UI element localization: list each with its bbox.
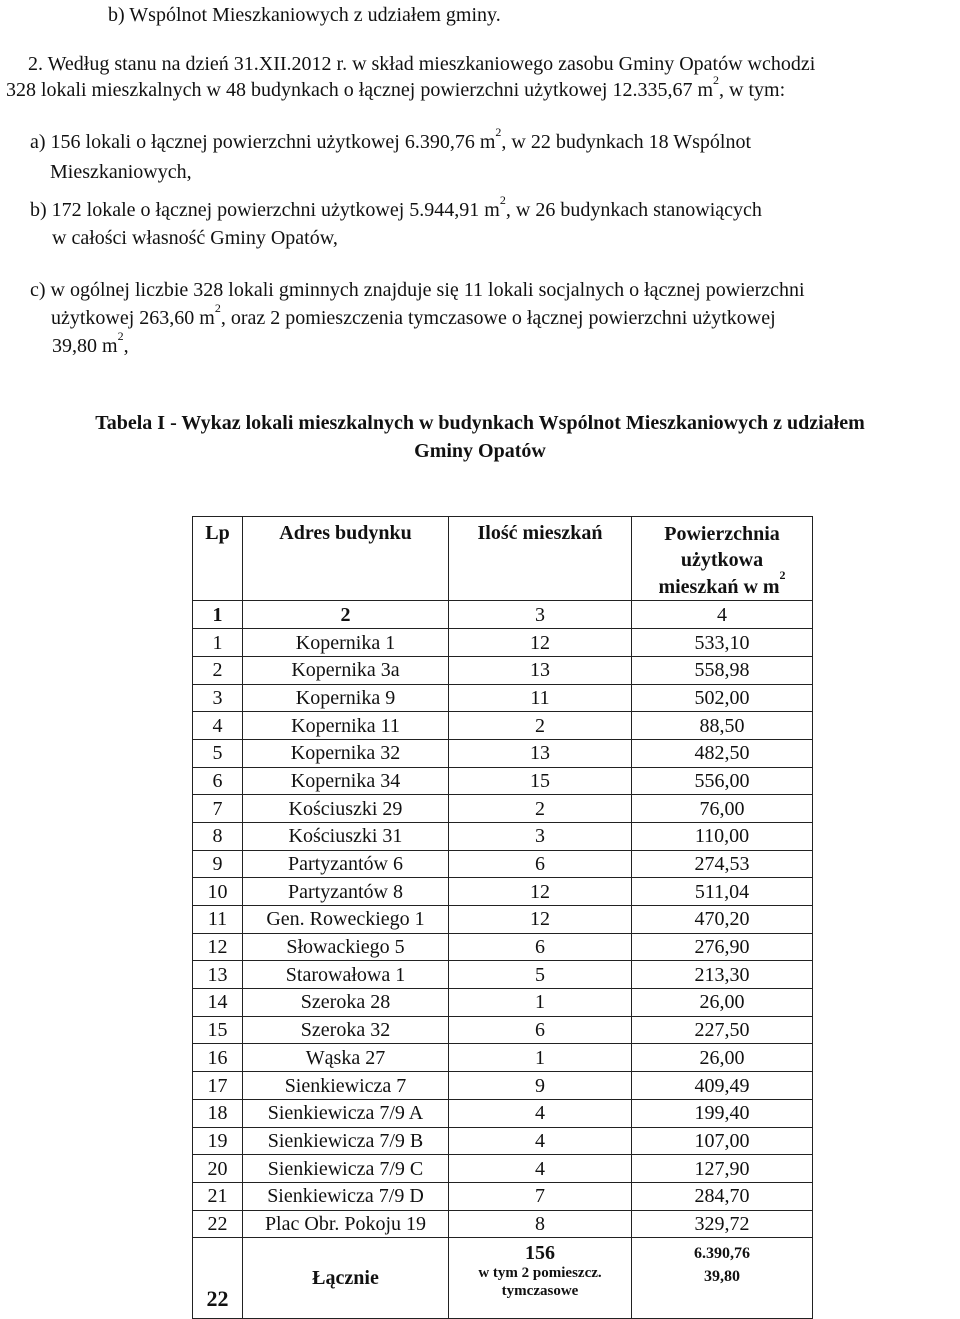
row-lp: 13 xyxy=(193,961,243,989)
row-count: 4 xyxy=(449,1155,632,1183)
table-row xyxy=(193,1210,813,1238)
row-area: 76,00 xyxy=(632,795,813,823)
row-lp: 3 xyxy=(193,684,243,712)
row-count: 4 xyxy=(449,1127,632,1155)
row-area: 26,00 xyxy=(632,1044,813,1072)
row-count: 4 xyxy=(449,1099,632,1127)
item-b-line-1: b) 172 lokale o łącznej powierzchni użytkowej 5.944,91 $m^2$, w 26 budynkach stanowiących xyxy=(30,193,762,221)
row-lp: 20 xyxy=(193,1155,243,1183)
table-row xyxy=(193,822,813,850)
row-area: 213,30 xyxy=(632,961,813,989)
row-area: 127,90 xyxy=(632,1155,813,1183)
table-row xyxy=(193,989,813,1017)
table-row xyxy=(193,906,813,934)
row-lp: 17 xyxy=(193,1072,243,1100)
table-row xyxy=(193,961,813,989)
total-lp: 22 xyxy=(193,1238,243,1319)
table-row xyxy=(193,656,813,684)
column-number: 1 xyxy=(193,601,243,629)
row-area: 26,00 xyxy=(632,989,813,1017)
item-a-line-1: a) 156 lokali o łącznej powierzchni użytkowej 6.390,76 $m^2$, w 22 budynkach 18 Wspólnot xyxy=(30,125,752,153)
row-lp: 10 xyxy=(193,878,243,906)
row-area: 482,50 xyxy=(632,739,813,767)
table-row xyxy=(193,878,813,906)
row-area: 107,00 xyxy=(632,1127,813,1155)
row-lp: 7 xyxy=(193,795,243,823)
row-address: Kościuszki 31 xyxy=(243,822,449,850)
table-row xyxy=(193,1127,813,1155)
row-address: Słowackiego 5 xyxy=(243,933,449,961)
table-row xyxy=(193,712,813,740)
row-lp: 19 xyxy=(193,1127,243,1155)
row-address: Szeroka 32 xyxy=(243,1016,449,1044)
row-address: Szeroka 28 xyxy=(243,989,449,1017)
row-count: 8 xyxy=(449,1210,632,1238)
row-address: Kopernika 32 xyxy=(243,739,449,767)
row-count: 12 xyxy=(449,906,632,934)
row-address: Starowałowa 1 xyxy=(243,961,449,989)
table-row xyxy=(193,933,813,961)
row-address: Kopernika 1 xyxy=(243,629,449,657)
row-area: 227,50 xyxy=(632,1016,813,1044)
row-area: 276,90 xyxy=(632,933,813,961)
row-area: 284,70 xyxy=(632,1182,813,1210)
header-count: Ilość mieszkań xyxy=(449,517,632,601)
row-address: Sienkiewicza 7 xyxy=(243,1072,449,1100)
row-count: 1 xyxy=(449,1044,632,1072)
row-lp: 8 xyxy=(193,822,243,850)
paragraph-2-line-2: 328 lokali mieszkalnych w 48 budynkach o łącznej powierzchni użytkowej 12.335,67 $m^2$, w tym: xyxy=(6,73,786,101)
row-area: 199,40 xyxy=(632,1099,813,1127)
row-address: Kopernika 3a xyxy=(243,656,449,684)
row-address: Kopernika 11 xyxy=(243,712,449,740)
row-area: 470,20 xyxy=(632,906,813,934)
item-b-line: b) Wspólnot Mieszkaniowych z udziałem gminy. xyxy=(108,4,501,26)
column-number: 4 xyxy=(632,601,813,629)
row-address: Gen. Roweckiego 1 xyxy=(243,906,449,934)
row-address: Kopernika 9 xyxy=(243,684,449,712)
row-lp: 9 xyxy=(193,850,243,878)
table-row xyxy=(193,767,813,795)
row-address: Wąska 27 xyxy=(243,1044,449,1072)
row-lp: 2 xyxy=(193,656,243,684)
row-address: Kościuszki 29 xyxy=(243,795,449,823)
table-body xyxy=(193,629,813,1238)
row-count: 6 xyxy=(449,1016,632,1044)
table-row xyxy=(193,1016,813,1044)
table-row xyxy=(193,1044,813,1072)
row-lp: 1 xyxy=(193,629,243,657)
table-row xyxy=(193,850,813,878)
row-area: 329,72 xyxy=(632,1210,813,1238)
total-count: 156 w tym 2 pomieszcz. tymczasowe xyxy=(449,1238,632,1319)
item-c-line-2: użytkowej 263,60 $m^2$, oraz 2 pomieszczenia tymczasowe o łącznej powierzchni użytkowej xyxy=(51,301,776,329)
row-count: 11 xyxy=(449,684,632,712)
apartments-table xyxy=(192,516,813,1319)
row-lp: 18 xyxy=(193,1099,243,1127)
row-count: 6 xyxy=(449,850,632,878)
table-header-row xyxy=(193,517,813,601)
row-address: Sienkiewicza 7/9 C xyxy=(243,1155,449,1183)
table-row xyxy=(193,1155,813,1183)
column-number: 2 xyxy=(243,601,449,629)
row-count: 7 xyxy=(449,1182,632,1210)
row-address: Sienkiewicza 7/9 B xyxy=(243,1127,449,1155)
row-count: 12 xyxy=(449,629,632,657)
row-lp: 22 xyxy=(193,1210,243,1238)
row-area: 274,53 xyxy=(632,850,813,878)
table-row xyxy=(193,1072,813,1100)
row-lp: 15 xyxy=(193,1016,243,1044)
row-count: 5 xyxy=(449,961,632,989)
row-address: Kopernika 34 xyxy=(243,767,449,795)
row-count: 9 xyxy=(449,1072,632,1100)
row-area: 502,00 xyxy=(632,684,813,712)
row-lp: 11 xyxy=(193,906,243,934)
total-row xyxy=(193,1238,813,1319)
row-lp: 21 xyxy=(193,1182,243,1210)
row-address: Partyzantów 8 xyxy=(243,878,449,906)
table-row xyxy=(193,1182,813,1210)
header-lp: Lp xyxy=(193,517,243,601)
table-title-line-1: Tabela I - Wykaz lokali mieszkalnych w budynkach Wspólnot Mieszkaniowych z udziałem xyxy=(95,412,865,434)
table-row xyxy=(193,739,813,767)
row-lp: 16 xyxy=(193,1044,243,1072)
row-count: 6 xyxy=(449,933,632,961)
total-label: Łącznie xyxy=(243,1238,449,1319)
row-count: 2 xyxy=(449,795,632,823)
row-address: Plac Obr. Pokoju 19 xyxy=(243,1210,449,1238)
row-area: 511,04 xyxy=(632,878,813,906)
paragraph-2-line-1: 2. Według stanu na dzień 31.XII.2012 r. w skład mieszkaniowego zasobu Gminy Opatów wchodzi xyxy=(28,53,816,75)
header-address: Adres budynku xyxy=(243,517,449,601)
row-lp: 14 xyxy=(193,989,243,1017)
column-number-row xyxy=(193,601,813,629)
table-row xyxy=(193,684,813,712)
row-count: 2 xyxy=(449,712,632,740)
row-count: 12 xyxy=(449,878,632,906)
row-area: 110,00 xyxy=(632,822,813,850)
row-area: 558,98 xyxy=(632,656,813,684)
row-area: 409,49 xyxy=(632,1072,813,1100)
row-area: 556,00 xyxy=(632,767,813,795)
row-lp: 5 xyxy=(193,739,243,767)
row-count: 15 xyxy=(449,767,632,795)
row-area: 533,10 xyxy=(632,629,813,657)
item-a-line-2: Mieszkaniowych, xyxy=(50,161,192,183)
row-address: Sienkiewicza 7/9 A xyxy=(243,1099,449,1127)
row-lp: 12 xyxy=(193,933,243,961)
item-c-line-1: c) w ogólnej liczbie 328 lokali gminnych znajduje się 11 lokali socjalnych o łącznej powierzchni xyxy=(30,279,805,301)
row-count: 13 xyxy=(449,656,632,684)
header-area: Powierzchnia użytkowa mieszkań w $m^2$ xyxy=(632,517,813,601)
row-address: Sienkiewicza 7/9 D xyxy=(243,1182,449,1210)
total-area: 6.390,76 39,80 xyxy=(632,1238,813,1319)
row-lp: 6 xyxy=(193,767,243,795)
row-area: 88,50 xyxy=(632,712,813,740)
table-row xyxy=(193,795,813,823)
table-row xyxy=(193,629,813,657)
table-title-line-2: Gminy Opatów xyxy=(414,440,546,462)
item-c-line-3: 39,80 $m^2$, xyxy=(52,329,129,357)
table-row xyxy=(193,1099,813,1127)
row-count: 13 xyxy=(449,739,632,767)
column-number: 3 xyxy=(449,601,632,629)
row-count: 3 xyxy=(449,822,632,850)
row-address: Partyzantów 6 xyxy=(243,850,449,878)
row-count: 1 xyxy=(449,989,632,1017)
row-lp: 4 xyxy=(193,712,243,740)
item-b-line-2: w całości własność Gminy Opatów, xyxy=(52,227,338,249)
